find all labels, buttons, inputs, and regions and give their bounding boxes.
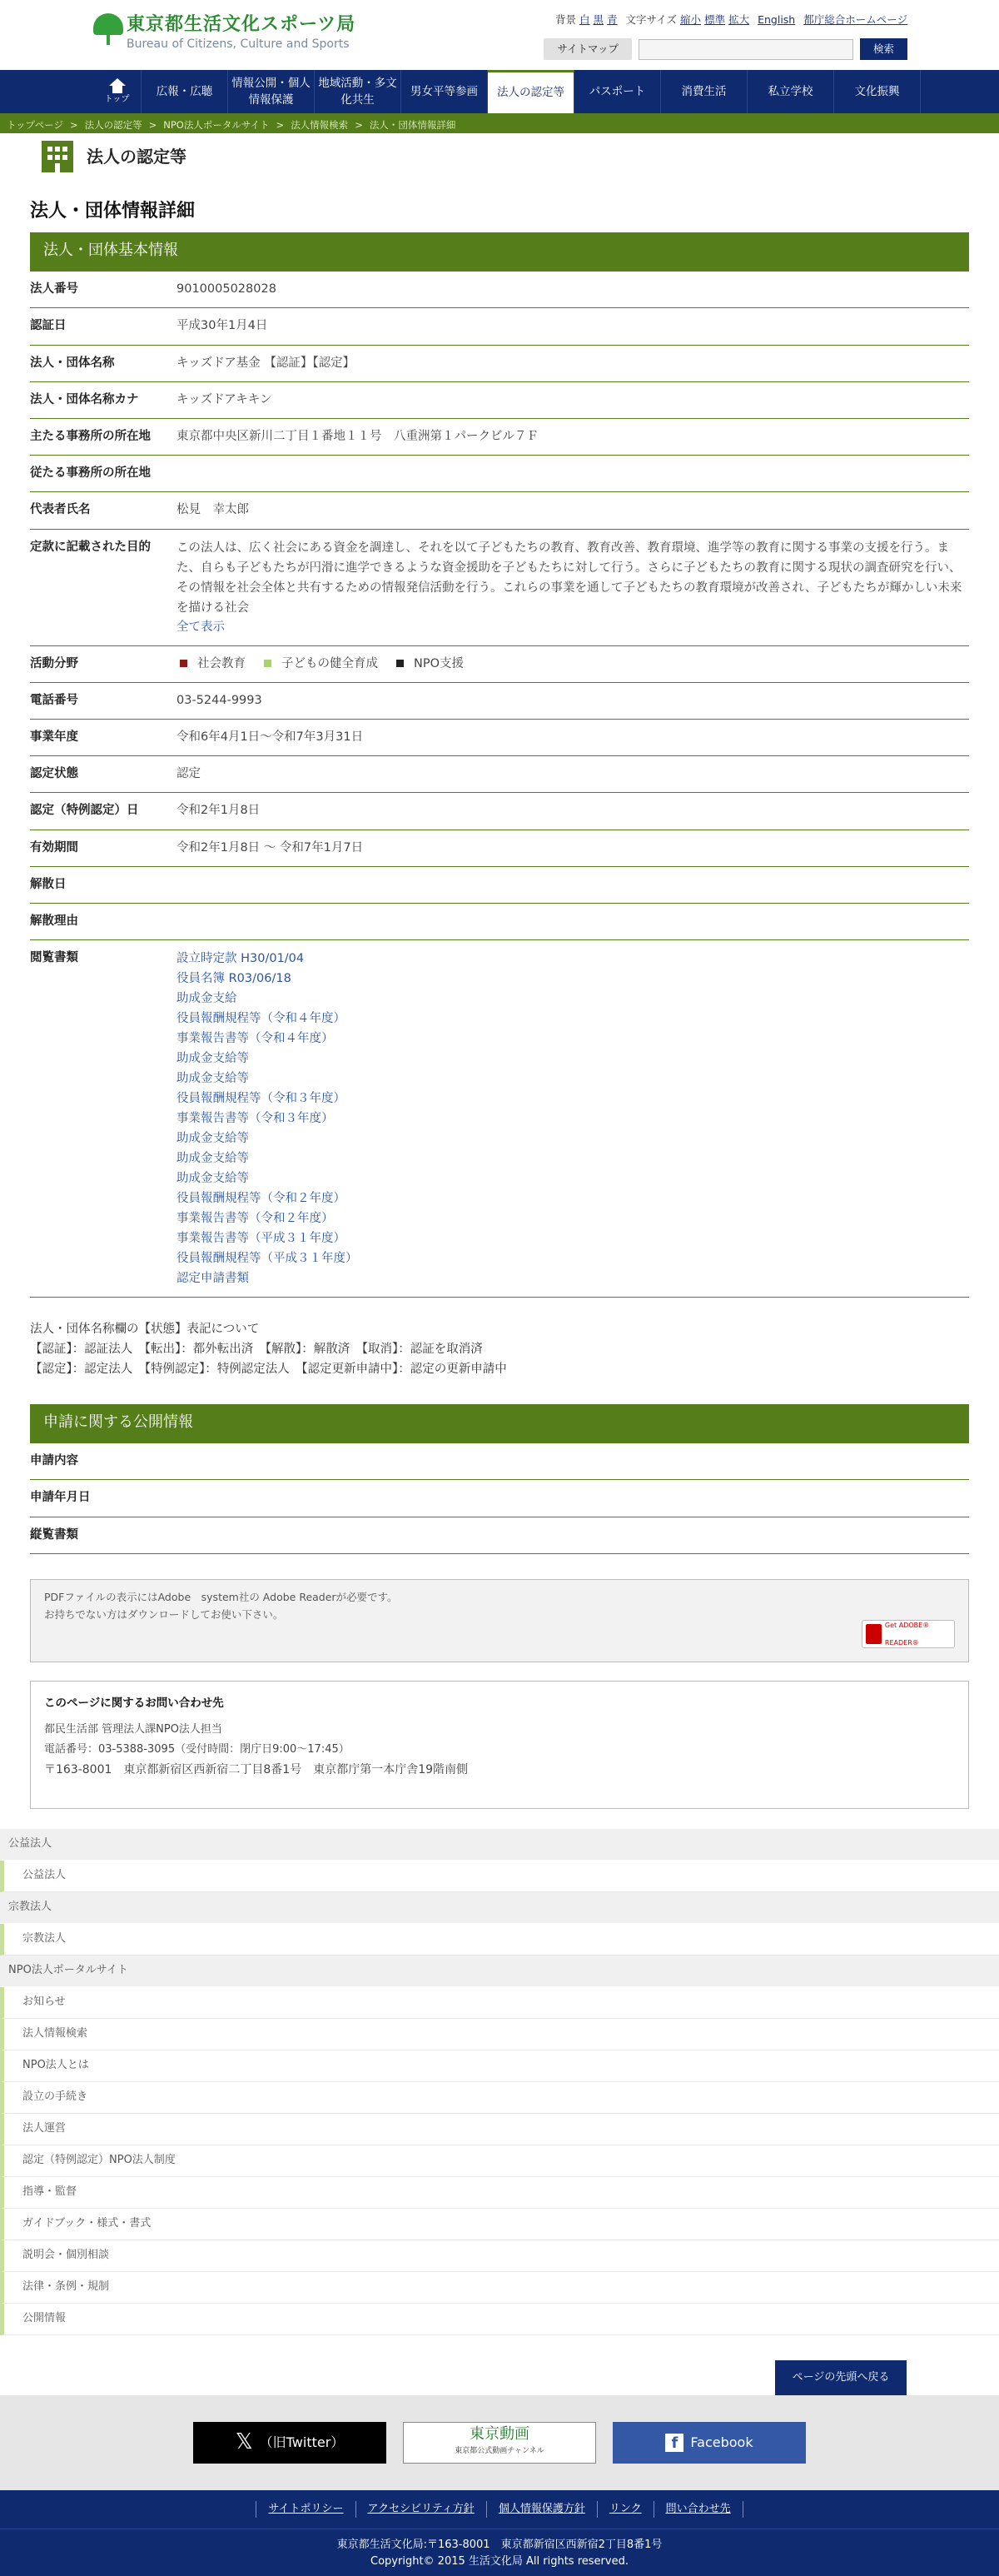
- row-label: 法人・団体名称カナ: [30, 381, 176, 418]
- document-link[interactable]: 助成金支給等: [176, 1152, 249, 1166]
- show-all-link[interactable]: 全て表示: [176, 620, 225, 634]
- document-link[interactable]: 役員報酬規程等（令和４年度）: [176, 1012, 345, 1026]
- table-row: [30, 418, 969, 455]
- nav-item-private-school[interactable]: 私立学校: [748, 70, 834, 113]
- row-label: 申請内容: [30, 1443, 176, 1480]
- activity-name: 社会教育: [197, 656, 246, 670]
- document-link[interactable]: 事業報告書等（令和３年度）: [176, 1112, 334, 1126]
- search-button[interactable]: 検索: [860, 38, 907, 60]
- facebook-button[interactable]: [613, 2422, 806, 2464]
- row-label: 有効期間: [30, 830, 176, 866]
- home-icon: [109, 78, 126, 93]
- local-nav-item[interactable]: 法律・条例・規制: [0, 2272, 999, 2304]
- local-nav-item[interactable]: お知らせ: [0, 1987, 999, 2019]
- nav-item-culture[interactable]: 文化振興: [834, 70, 921, 113]
- row-value: キッズドアキキン: [176, 381, 969, 418]
- nav-home-label: トップ: [104, 94, 130, 104]
- nav-item-community[interactable]: 地域活動・多文化共生: [315, 70, 401, 113]
- breadcrumb-item[interactable]: 法人情報検索: [291, 118, 349, 131]
- basic-info-heading: 法人・団体基本情報: [30, 232, 969, 271]
- row-label: 法人・団体名称: [30, 345, 176, 381]
- bg-black-link[interactable]: 黒: [593, 13, 604, 26]
- local-nav-item[interactable]: NPO法人とは: [0, 2050, 999, 2082]
- breadcrumb-item[interactable]: NPO法人ポータルサイト: [163, 118, 270, 131]
- document-link[interactable]: 設立時定款 H30/01/04: [176, 952, 305, 966]
- local-nav-item[interactable]: 法人情報検索: [0, 2019, 999, 2050]
- breadcrumb-separator: >: [355, 118, 363, 131]
- table-row: [30, 793, 969, 830]
- local-nav-item[interactable]: 宗教法人: [0, 1924, 999, 1956]
- footer-links: [0, 2490, 999, 2529]
- footer-link[interactable]: リンク: [597, 2501, 654, 2519]
- local-nav: [0, 1829, 999, 2335]
- local-nav-group[interactable]: NPO法人ポータルサイト: [0, 1956, 999, 1987]
- page-title: 法人・団体情報詳細: [30, 201, 196, 222]
- document-link[interactable]: 役員名簿 R03/06/18: [176, 972, 291, 986]
- contact-box: [30, 1681, 969, 1809]
- tokyo-video-button[interactable]: [403, 2422, 596, 2464]
- breadcrumb-item[interactable]: トップページ: [7, 118, 63, 131]
- row-value: 東京都中央区新川二丁目１番地１１号 八重洲第１パークビル７Ｆ: [176, 418, 969, 455]
- row-label: 解散日: [30, 866, 176, 903]
- breadcrumb-current: 法人・団体情報詳細: [369, 118, 456, 131]
- x-twitter-label: （旧Twitter）: [259, 2434, 345, 2451]
- local-nav-item[interactable]: 説明会・個別相談: [0, 2240, 999, 2272]
- bg-blue-link[interactable]: 青: [607, 13, 618, 26]
- table-row: [30, 456, 969, 492]
- row-value: [176, 866, 969, 903]
- table-row: [30, 866, 969, 903]
- status-note: [30, 1319, 969, 1379]
- row-label: 代表者氏名: [30, 492, 176, 529]
- contact-heading: このページに関するお問い合わせ先: [44, 1696, 224, 1710]
- row-value: 令和2年1月8日 〜 令和7年1月7日: [176, 830, 969, 866]
- local-nav-item[interactable]: 指導・監督: [0, 2177, 999, 2209]
- tokyo-video-sub: 東京都公式動画チャンネル: [455, 2447, 544, 2455]
- row-value: 令和2年1月8日: [176, 793, 969, 830]
- row-label: 活動分野: [30, 645, 176, 682]
- activity-list: [176, 645, 969, 682]
- english-link[interactable]: English: [758, 13, 796, 26]
- note-line: 【認定】：認定法人 【特例認定】：特例認定法人 【認定更新申請中】：認定の更新申請中: [30, 1363, 507, 1377]
- nav-item-corporation[interactable]: 法人の認定等: [488, 70, 574, 113]
- purpose-text: この法人は、広く社会にある資金を調達し、それを以て子どもたちの教育、教育改善、教育環境、進学等の教育に関する事業の支援を行う。また、自らも子どもたちが円滑に進学できるような資金援助を子どもたちに対して行う。さらに子どもたちの教育に関する現状の調査研究を行い、その情報を社会全体と共有するための情報発信活動を行う。これらの事業を通して子どもたちの教育環境が改善され、子どもたちが輝かしい未来を描ける社会: [176, 541, 962, 615]
- activity-color-marker: [180, 660, 187, 667]
- nav-item-pr[interactable]: 広報・広聴: [142, 70, 228, 113]
- contact-dept: 都民生活部 管理法人課NPO法人担当: [44, 1722, 222, 1736]
- local-nav-item[interactable]: ガイドブック・様式・書式: [0, 2209, 999, 2240]
- row-value: 平成30年1月4日: [176, 308, 969, 345]
- row-label: 認定状態: [30, 756, 176, 793]
- row-label: 申請年月日: [30, 1480, 176, 1517]
- table-row: [30, 645, 969, 682]
- nav-item-consumer[interactable]: 消費生活: [661, 70, 748, 113]
- x-logo-icon: 𝕏: [235, 2429, 253, 2455]
- activity-name: 子どもの健全育成: [281, 656, 378, 670]
- row-label: 定款に記載された目的: [30, 529, 176, 645]
- breadcrumb: [0, 117, 999, 133]
- document-list: [176, 940, 969, 1298]
- row-value: [176, 1443, 969, 1480]
- footer-copyright: Copyright© 2015 生活文化局 All rights reserved.: [370, 2555, 629, 2568]
- row-value: 令和6年4月1日〜令和7年3月31日: [176, 720, 969, 756]
- contact-tel: 電話番号：03-5388-3095（受付時間：閉庁日9:00〜17:45）: [44, 1742, 350, 1756]
- table-row: [30, 756, 969, 793]
- nav-item-info[interactable]: 情報公開・個人情報保護: [228, 70, 315, 113]
- document-link[interactable]: 助成金支給等: [176, 1052, 249, 1066]
- row-value: 松見 幸太郎: [176, 492, 969, 529]
- nav-home[interactable]: [93, 70, 142, 113]
- breadcrumb-separator: >: [276, 118, 285, 131]
- global-nav: [0, 70, 999, 117]
- footer-link[interactable]: サイトポリシー: [256, 2501, 355, 2519]
- row-label: 閲覧書類: [30, 940, 176, 1298]
- tokyo-logo-icon: [93, 13, 123, 43]
- social-links: [0, 2395, 999, 2490]
- basic-info-table: [30, 271, 969, 1298]
- facebook-icon: f: [665, 2434, 683, 2452]
- document-link[interactable]: 役員報酬規程等（令和２年度）: [176, 1192, 345, 1206]
- local-nav-item[interactable]: 公益法人: [0, 1861, 999, 1892]
- table-row: [30, 381, 969, 418]
- document-link[interactable]: 認定申請書類: [176, 1272, 249, 1286]
- adobe-badge-label: Get ADOBE® READER®: [884, 1621, 930, 1647]
- table-row: [30, 720, 969, 756]
- breadcrumb-item[interactable]: 法人の認定等: [84, 118, 142, 131]
- utility-bar: [555, 12, 907, 28]
- adobe-text: PDFファイルの表示にはAdobe system社の Adobe Readerが必要です。: [44, 1590, 398, 1603]
- adobe-icon: [866, 1624, 882, 1644]
- row-label: 法人番号: [30, 272, 176, 308]
- document-link[interactable]: 助成金支給等: [176, 1072, 249, 1086]
- document-link[interactable]: 助成金支給等: [176, 1132, 249, 1146]
- row-value: キッズドア基金 【認証】【認定】: [176, 345, 969, 381]
- nav-item-equality[interactable]: 男女平等参画: [401, 70, 488, 113]
- row-label: 主たる事務所の所在地: [30, 418, 176, 455]
- application-heading: 申請に関する公開情報: [30, 1404, 969, 1442]
- table-row: [30, 1443, 969, 1480]
- table-row: [30, 529, 969, 645]
- row-label: 縦覧書類: [30, 1517, 176, 1553]
- table-row: [30, 940, 969, 1298]
- footer-link[interactable]: 個人情報保護方針: [486, 2501, 597, 2519]
- activity-color-marker: [264, 660, 271, 667]
- search-area: [544, 38, 907, 60]
- section-title: 法人の認定等: [87, 147, 186, 167]
- contact-address: 〒163-8001 東京都新宿区西新宿二丁目8番1号 東京都庁第一本庁舎19階南側: [44, 1762, 469, 1776]
- local-nav-group[interactable]: 公益法人: [0, 1829, 999, 1861]
- row-value: [176, 1517, 969, 1553]
- facebook-label: Facebook: [690, 2434, 753, 2451]
- breadcrumb-separator: >: [148, 118, 157, 131]
- font-size-label: 文字サイズ: [625, 13, 678, 26]
- tokyo-video-label: 東京動画: [470, 2425, 529, 2443]
- document-link[interactable]: 助成金支給等: [176, 1172, 249, 1186]
- footer-address: 東京都生活文化局:〒163-8001 東京都新宿区西新宿2丁目8番1号: [336, 2539, 663, 2551]
- row-label: 解散理由: [30, 904, 176, 940]
- document-link[interactable]: 助成金支給: [176, 992, 237, 1006]
- logo-title: 東京都生活文化スポーツ局: [127, 14, 356, 35]
- adobe-text: お持ちでない方はダウンロードしてお使い下さい。: [44, 1607, 284, 1621]
- bg-white-link[interactable]: 白: [579, 13, 590, 26]
- document-link[interactable]: 役員報酬規程等（平成３１年度）: [176, 1252, 358, 1266]
- table-row: [30, 492, 969, 529]
- row-label: 認定（特例認定）日: [30, 793, 176, 830]
- site-logo[interactable]: [93, 13, 355, 52]
- document-link[interactable]: 事業報告書等（令和４年度）: [176, 1032, 334, 1046]
- adobe-reader-notice: [30, 1579, 969, 1662]
- footer-link[interactable]: アクセシビリティ方針: [355, 2501, 486, 2519]
- row-value: 認定: [176, 756, 969, 793]
- main-content: [0, 197, 999, 1809]
- local-nav-item[interactable]: 設立の手続き: [0, 2082, 999, 2114]
- bg-label: 背景: [554, 13, 576, 26]
- note-line: 【認証】：認証法人 【転出】：都外転出済 【解散】：解散済 【取消】：認証を取消済: [30, 1343, 483, 1357]
- document-link[interactable]: 事業報告書等（令和２年度）: [176, 1212, 334, 1226]
- row-label: 認証日: [30, 308, 176, 345]
- site-header: [0, 0, 999, 70]
- table-row: [30, 308, 969, 345]
- font-small-link[interactable]: 縮小: [680, 13, 702, 26]
- local-nav-item[interactable]: 法人運営: [0, 2114, 999, 2145]
- activity-name: NPO支援: [414, 656, 465, 670]
- x-twitter-button[interactable]: [193, 2422, 386, 2464]
- row-value: [176, 1480, 969, 1517]
- note-line: 法人・団体名称欄の【状態】表記について: [30, 1323, 260, 1337]
- table-row: [30, 904, 969, 940]
- local-nav-group[interactable]: 宗教法人: [0, 1892, 999, 1924]
- local-nav-item[interactable]: 公開情報: [0, 2304, 999, 2335]
- activity-color-marker: [396, 660, 404, 667]
- row-label: 事業年度: [30, 720, 176, 756]
- application-table: [30, 1442, 969, 1554]
- row-value: 9010005028028: [176, 272, 969, 308]
- building-icon: [42, 141, 73, 172]
- table-row: [30, 682, 969, 719]
- sitemap-button[interactable]: サイトマップ: [544, 38, 632, 60]
- document-link[interactable]: 事業報告書等（平成３１年度）: [176, 1232, 345, 1246]
- row-value: [176, 904, 969, 940]
- font-standard-link[interactable]: 標準: [704, 13, 726, 26]
- table-row: [30, 1480, 969, 1517]
- section-header: [0, 133, 999, 180]
- nav-item-passport[interactable]: パスポート: [574, 70, 661, 113]
- local-nav-item[interactable]: 認定（特例認定）NPO法人制度: [0, 2145, 999, 2177]
- table-row: [30, 1517, 969, 1553]
- font-large-link[interactable]: 拡大: [728, 13, 750, 26]
- table-row: [30, 272, 969, 308]
- row-label: 従たる事務所の所在地: [30, 456, 176, 492]
- tokyo-home-link[interactable]: 都庁総合ホームページ: [803, 13, 907, 26]
- footer-link[interactable]: 問い合わせ先: [654, 2501, 743, 2519]
- footer-info: [0, 2529, 999, 2576]
- back-to-top-button[interactable]: ページの先頭へ戻る: [775, 2360, 907, 2395]
- row-value: 03-5244-9993: [176, 682, 969, 719]
- document-link[interactable]: 役員報酬規程等（令和３年度）: [176, 1092, 345, 1106]
- logo-subtitle: Bureau of Citizens, Culture and Sports: [127, 37, 350, 51]
- table-row: [30, 345, 969, 381]
- search-input[interactable]: [639, 39, 853, 60]
- breadcrumb-separator: >: [69, 118, 78, 131]
- row-value: [176, 456, 969, 492]
- adobe-reader-button[interactable]: [862, 1620, 955, 1648]
- table-row: [30, 830, 969, 866]
- row-label: 電話番号: [30, 682, 176, 719]
